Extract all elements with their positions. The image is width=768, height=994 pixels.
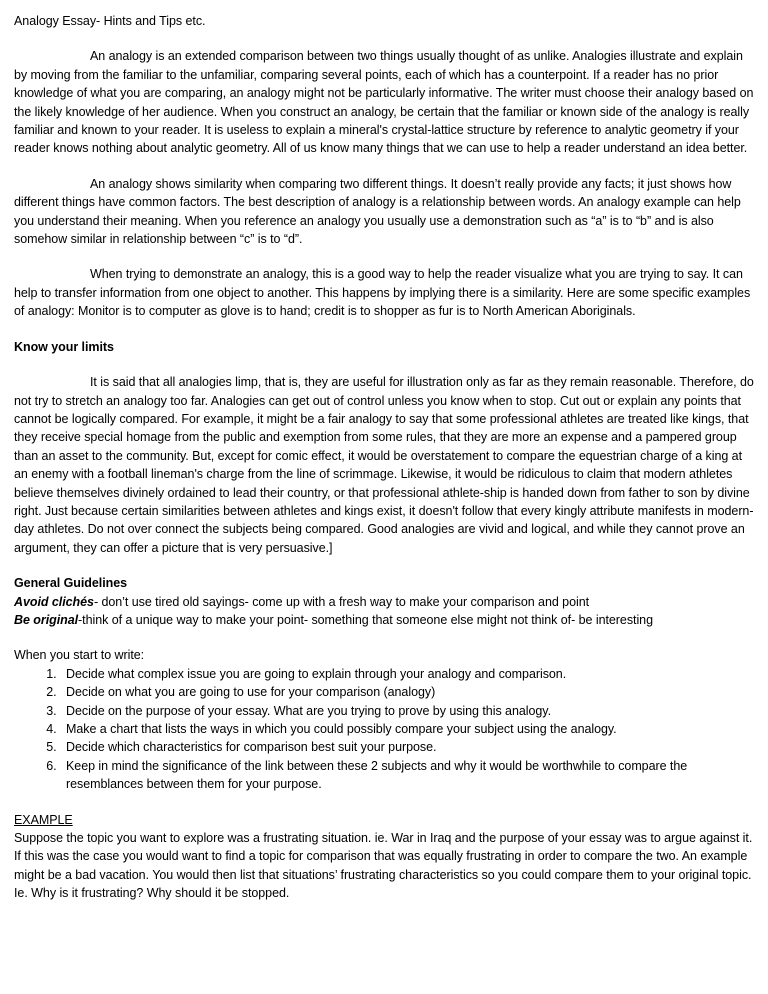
document-page — [14, 12, 756, 903]
step-item: 6. Keep in mind the significance of the link between these 2 subjects and why it would be worthwhile to compare the resemblances between them for your purpose. — [60, 757, 756, 794]
guidelines-heading: General Guidelines — [14, 576, 128, 591]
guideline-term: Avoid clichés — [14, 594, 94, 609]
step-item: 3. Decide on the purpose of your essay. What are you trying to prove by using this analogy. — [60, 702, 756, 720]
guideline-avoid-cliches — [14, 593, 756, 611]
example-paragraph: Suppose the topic you want to explore was a frustrating situation. ie. War in Iraq and the purpose of your essay was to argue against it. If this was the case you would want to find a topic for comparison that was equally frustrating in order to compare the two. An example might be a bad vacation. You would then list that situations’ frustrating characteristics so you could compare them to your original topic. Ie. Why is it frustrating? Why should it be stopped. — [14, 831, 753, 901]
guideline-text: - don’t use tired old sayings- come up with a fresh way to make your comparison and point — [93, 594, 590, 609]
limits-paragraph: It is said that all analogies limp, that is, they are useful for illustration only as far as they remain reasonable. Therefore, do not try to stretch an analogy too far. Analogies can get out of control unless you know when to stop. Cut out or explain any points that cannot be logically compared. For example, it might be a fair analogy to say that some professional athletes are treated like kings, that they receive special homage from the public and exemption from some rules, that they are more an expense and a pampered group than an asset to the community. But, except for comic effect, it would be overstatement to compare the equestrian charge of a king at an enemy with a football lineman's charge from the line of scrimmage. Likewise, it would be ridiculous to claim that modern athletes believe themselves divinely ordained to lead their country, or that professional athlete-ship is handed down from father to son by divine right. Just because certain similarities between athletes and kings exist, it doesn't follow that every kingly attribute manifests in modern-day athletes. Do not over connect the subjects being compared. Good analogies are vivid and logical, and while they cannot prove an argument, they can offer a picture that is very persuasive.] — [14, 375, 754, 555]
step-item: 1. Decide what complex issue you are going to explain through your analogy and comparison. — [60, 665, 756, 683]
intro-paragraph-3: When trying to demonstrate an analogy, this is a good way to help the reader visualize what you are trying to say. It can help to transfer information from one object to another. This happens by implying there is a similarity. Here are some specific examples of analogy: Monitor is to computer as glove is to hand; credit is to shopper as fur is to North American Aboriginals. — [14, 267, 751, 319]
steps-intro: When you start to write: — [14, 648, 145, 663]
spacer — [14, 629, 756, 646]
guideline-be-original — [14, 611, 756, 629]
step-item: 2. Decide on what you are going to use for your comparison (analogy) — [60, 683, 756, 701]
guideline-term: Be original — [14, 612, 79, 627]
step-item: 4. Make a chart that lists the ways in which you could possibly compare your subject using the analogy. — [60, 720, 756, 738]
intro-paragraph-2: An analogy shows similarity when comparing two different things. It doesn’t really provide any facts; it just shows how different things have common factors. The best description of analogy is a relationship between words. An analogy example can help you understand their meaning. When you reference an analogy you usually use a demonstration such as “a” is to “b” and is also somehow similar in relationship between “c” is to “d”. — [14, 176, 741, 247]
steps-list — [14, 665, 756, 794]
spacer — [14, 356, 756, 373]
step-item: 5. Decide which characteristics for comparison best suit your purpose. — [60, 738, 756, 756]
intro-paragraph-1: An analogy is an extended comparison between two things usually thought of as unlike. Analogies illustrate and explain by moving from the familiar to the unfamiliar, comparing several points, each of which has a counterpoint. If a reader has no prior knowledge of what you are comparing, an analogy might not be particularly informative. The writer must choose their analogy based on the likely knowledge of her audience. When you construct an analogy, be certain that the familiar or known side of the analogy is really familiar and known to your reader. It is useless to explain a mineral's crystal-lattice structure by reference to analytic geometry if your reader knows nothing about analytic geometry. All of us know many things that we can use to help a reader understand an idea better. — [14, 49, 754, 156]
document-title: Analogy Essay- Hints and Tips etc. — [14, 14, 206, 28]
guideline-text: -think of a unique way to make your point- something that someone else might not think of- be interesting — [78, 612, 653, 627]
limits-heading: Know your limits — [14, 339, 114, 354]
example-heading: EXAMPLE — [14, 812, 73, 827]
